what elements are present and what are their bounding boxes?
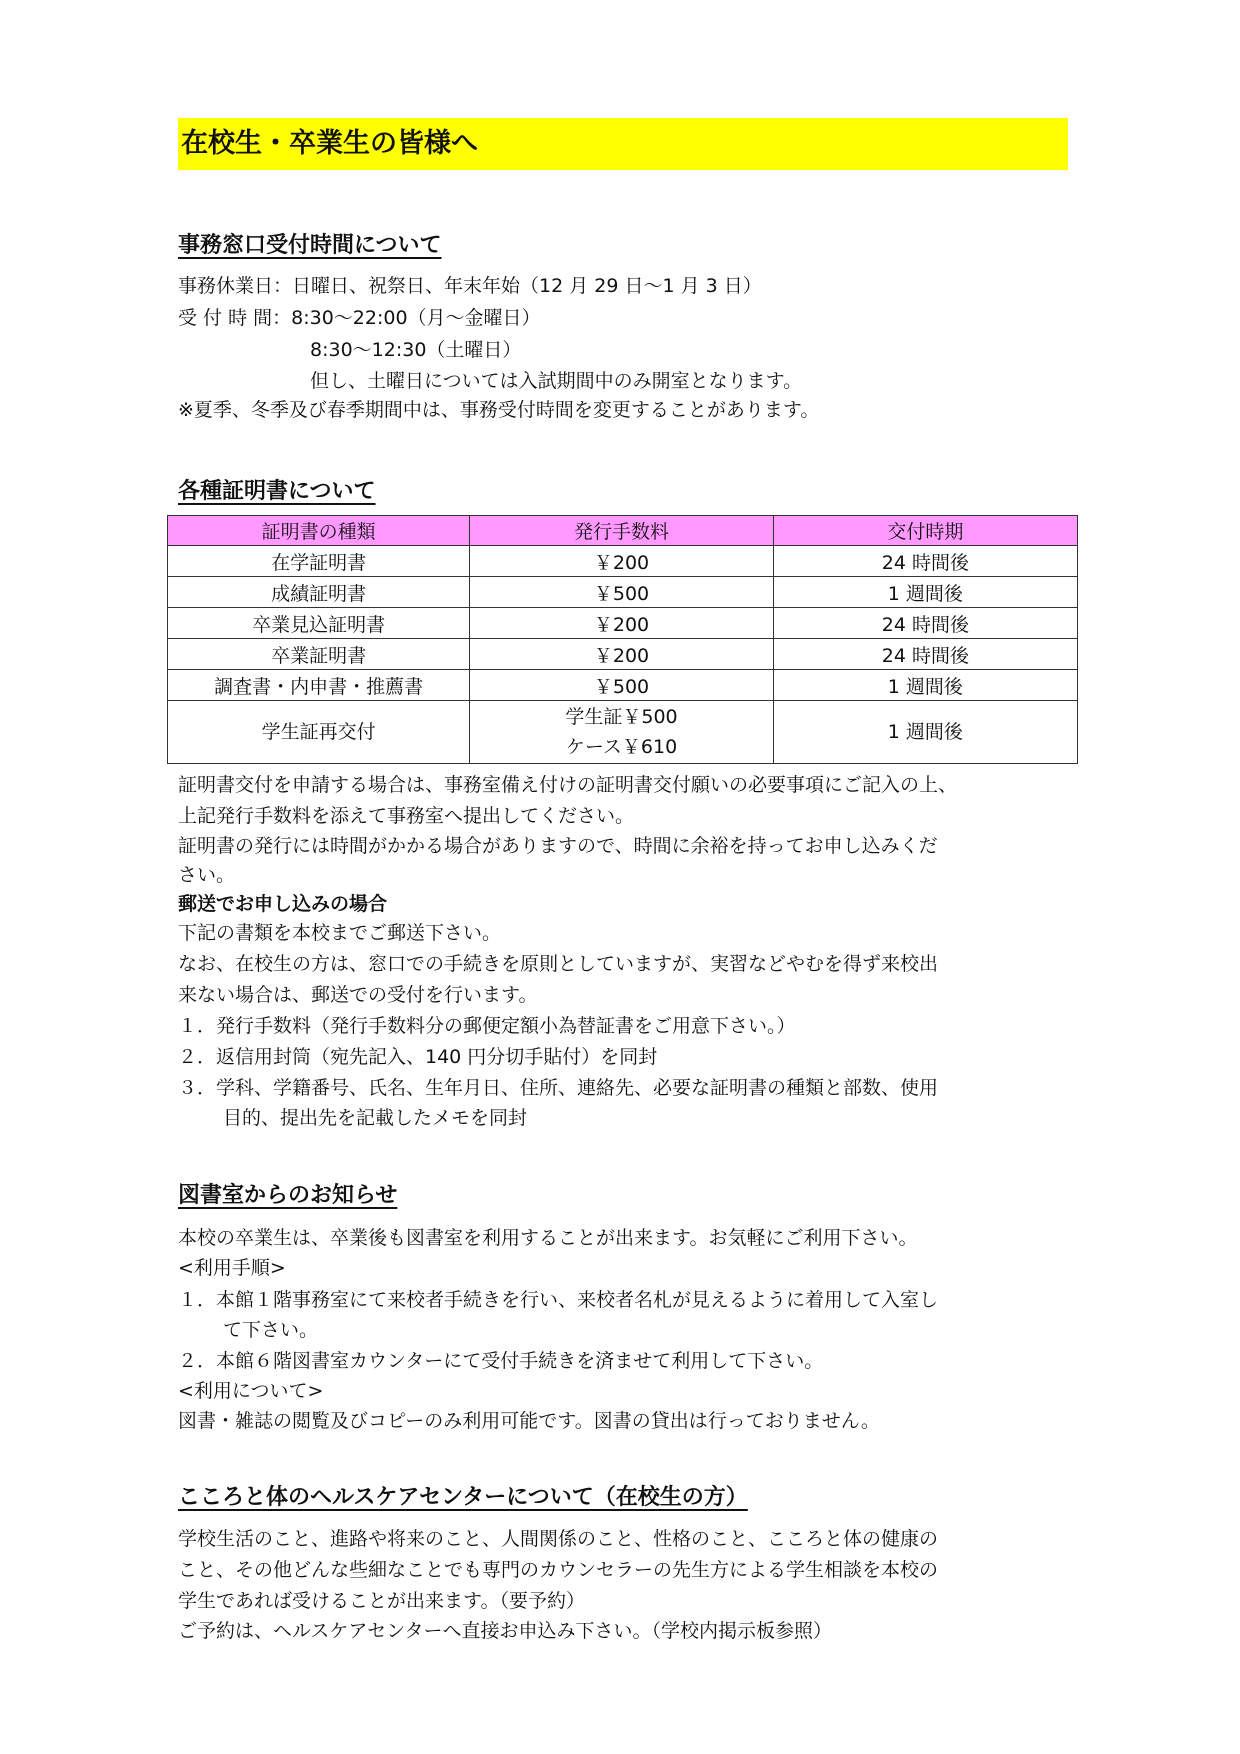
cell-time: 1 週間後	[773, 701, 1077, 764]
mail-list-item: ２．返信用封筒（宛先記入、140 円分切手貼付）を同封	[178, 1046, 658, 1068]
mail-application-heading: 郵送でお申し込みの場合	[178, 893, 388, 915]
page-title: 在校生・卒業生の皆様へ	[178, 118, 1068, 170]
library-line: 本校の卒業生は、卒業後も図書室を利用することが出来ます。お気軽にご利用下さい。	[178, 1227, 918, 1249]
health-line: ご予約は、ヘルスケアセンターへ直接お申込み下さい。（学校内掲示板参照）	[178, 1620, 832, 1642]
table-header-row	[168, 516, 1078, 546]
cell-type: 学生証再交付	[168, 701, 470, 764]
certificate-table	[167, 515, 1078, 764]
table-row	[168, 608, 1078, 639]
cell-time: 24 時間後	[773, 639, 1077, 670]
mail-list-item: １．発行手数料（発行手数料分の郵便定額小為替証書をご用意下さい。）	[178, 1015, 796, 1037]
office-seasonal-note: ※夏季、冬季及び春季期間中は、事務受付時間を変更することがあります。	[178, 399, 820, 421]
cell-fee: ￥500	[470, 670, 773, 701]
cell-time: 24 時間後	[773, 608, 1077, 639]
column-header-type: 証明書の種類	[168, 516, 470, 546]
library-list-item: １．本館１階事務室にて来校者手続きを行い、来校者名札が見えるように着用して入室し	[178, 1289, 939, 1311]
certificate-note: 証明書の発行には時間がかかる場合がありますので、時間に余裕を持ってお申し込みくだ	[178, 835, 938, 857]
table-row	[168, 670, 1078, 701]
certificates-heading: 各種証明書について	[178, 479, 376, 504]
cell-fee: ￥200	[470, 608, 773, 639]
library-usage-label: <利用について>	[178, 1380, 324, 1402]
cell-type: 調査書・内申書・推薦書	[168, 670, 470, 701]
mail-line: 来ない場合は、郵送での受付を行います。	[178, 984, 538, 1006]
fee-student-card: 学生証￥500	[565, 706, 678, 728]
library-heading: 図書室からのお知らせ	[178, 1183, 398, 1208]
mail-list-item: ３．学科、学籍番号、氏名、生年月日、住所、連絡先、必要な証明書の種類と部数、使用	[178, 1077, 939, 1099]
cell-time: 1 週間後	[773, 670, 1077, 701]
office-hours-weekday: 受 付 時 間：8:30〜22:00（月〜金曜日）	[178, 307, 541, 329]
health-line: 学校生活のこと、進路や将来のこと、人間関係のこと、性格のこと、こころと体の健康の	[178, 1528, 939, 1550]
cell-fee: ￥500	[470, 577, 773, 608]
column-header-time: 交付時期	[773, 516, 1077, 546]
office-hours-saturday: 8:30〜12:30（土曜日）	[310, 339, 522, 361]
library-procedure-label: <利用手順>	[178, 1257, 286, 1279]
certificate-note: 証明書交付を申請する場合は、事務室備え付けの証明書交付願いの必要事項にご記入の上、	[178, 774, 958, 796]
library-list-item: ２．本館６階図書室カウンターにて受付手続きを済ませて利用して下さい。	[178, 1350, 824, 1372]
office-hours-heading: 事務窓口受付時間について	[178, 233, 442, 258]
table-row	[168, 577, 1078, 608]
table-row	[168, 639, 1078, 670]
cell-fee	[470, 701, 773, 764]
column-header-fee: 発行手数料	[470, 516, 773, 546]
health-line: こと、その他どんな些細なことでも専門のカウンセラーの先生方による学生相談を本校の	[178, 1559, 939, 1581]
cell-type: 卒業証明書	[168, 639, 470, 670]
mail-line: 下記の書類を本校までご郵送下さい。	[178, 922, 502, 944]
health-line: 学生であれば受けることが出来ます。（要予約）	[178, 1590, 585, 1612]
fee-card-case: ケース￥610	[565, 736, 678, 758]
health-center-heading: こころと体のヘルスケアセンターについて（在校生の方）	[178, 1485, 748, 1510]
table-row	[168, 701, 1078, 764]
mail-line: なお、在校生の方は、窓口での手続きを原則としていますが、実習などやむを得ず来校出	[178, 953, 939, 975]
certificate-note: さい。	[178, 864, 236, 886]
cell-type: 成績証明書	[168, 577, 470, 608]
cell-fee: ￥200	[470, 639, 773, 670]
cell-time: 24 時間後	[773, 546, 1077, 577]
cell-time: 1 週間後	[773, 577, 1077, 608]
cell-type: 在学証明書	[168, 546, 470, 577]
library-line: 図書・雑誌の閲覧及びコピーのみ利用可能です。図書の貸出は行っておりません。	[178, 1410, 880, 1432]
library-list-item-cont: て下さい。	[223, 1319, 319, 1341]
cell-fee: ￥200	[470, 546, 773, 577]
table-row	[168, 546, 1078, 577]
mail-list-item-cont: 目的、提出先を記載したメモを同封	[223, 1107, 528, 1129]
office-saturday-note: 但し、土曜日については入試期間中のみ開室となります。	[310, 370, 803, 392]
certificate-note: 上記発行手数料を添えて事務室へ提出してください。	[178, 805, 635, 827]
office-closed-days: 事務休業日：日曜日、祝祭日、年末年始（12 月 29 日〜1 月 3 日）	[178, 275, 762, 297]
cell-type: 卒業見込証明書	[168, 608, 470, 639]
